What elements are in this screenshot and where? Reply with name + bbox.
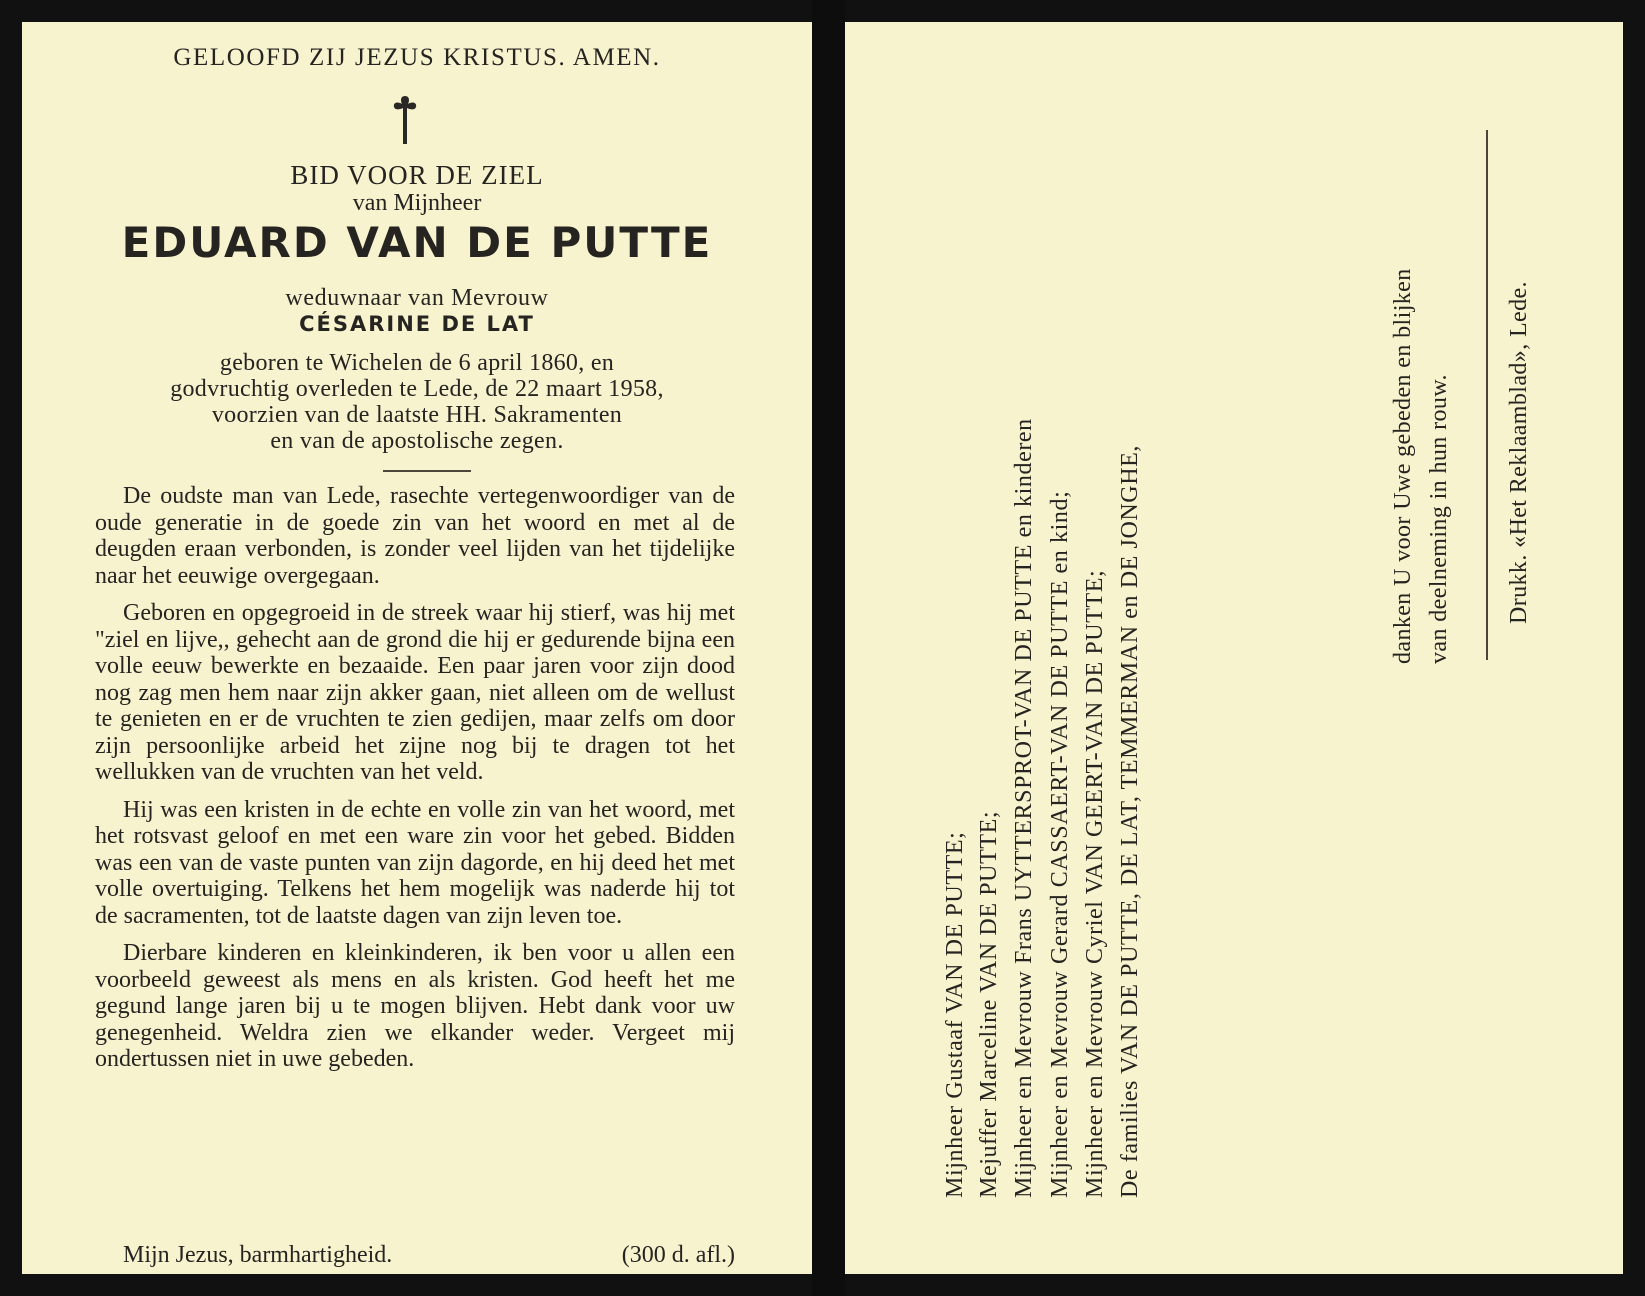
thanks-line-2: van deelneming in hun rouw. — [1426, 374, 1452, 664]
life-facts — [22, 350, 812, 454]
card-fold — [812, 0, 845, 1296]
header-prayer: GELOOFD ZIJ JEZUS KRISTUS. AMEN. — [173, 44, 661, 71]
vertical-rule — [1486, 130, 1488, 660]
bid-voor-de-ziel: BID VOOR DE ZIEL — [290, 160, 544, 190]
family-line-2: Mejuffer Marceline VAN DE PUTTE; — [976, 810, 1002, 1198]
sacraments-line: voorzien van de laatste HH. Sakramenten — [211, 402, 623, 428]
family-line-5: Mijnheer en Mevrouw Cyriel VAN GEERT-VAN DE PUTTE; — [1082, 569, 1108, 1198]
blessing-line: en van de apostolische zegen. — [270, 428, 564, 454]
van-mijnheer: van Mijnheer — [352, 190, 482, 216]
indulgence-note: (300 d. afl.) — [621, 1242, 735, 1268]
paragraph-1: De oudste man van Lede, rasechte vertegenwoordiger van de oude generatie in de goede zin van het woord en met al de deugden eraan verbonden, is zonder veel lijden van het tijdelijke naar het eeuwige overgegaan. — [95, 483, 735, 589]
printer-credit: Drukk. «Het Reklaamblad», Lede. — [1506, 281, 1532, 624]
paragraph-2: Geboren en opgegroeid in de streek waar hij stierf, was hij met "ziel en lijve,, gehecht aan de grond die hij er gedurende bijna een volle eeuw bewerkte en bezaaide. Een paar jaren voor zijn dood nog zag men hem naar zijn akker gaan, niet alleen om de wellust te genieten en er de vruchten te zien gedijen, maar zelfs om door zijn persoonlijke arbeid het zijne nog bij te dragen tot het wellukken van de vruchten van het veld. — [95, 600, 735, 785]
divider — [383, 470, 471, 472]
family-line-6: De families VAN DE PUTTE, DE LAT, TEMMERMAN en DE JONGHE, — [1117, 444, 1143, 1198]
family-line-4: Mijnheer en Mevrouw Gerard CASSAERT-VAN DE PUTTE en kind; — [1047, 490, 1073, 1198]
thanks-line-1: danken U voor Uwe gebeden en blijken — [1390, 268, 1416, 664]
deceased-name: EDUARD VAN DE PUTTE — [121, 218, 713, 267]
spouse-name: CÉSARINE DE LAT — [299, 312, 535, 336]
paragraph-3: Hij was een kristen in de echte en volle zin van het woord, met het rotsvast geloof en met een ware zin voor het gebed. Bidden was een van de vaste punten van zijn dagorde, en hij deed het met volle overtuiging. Telkens het hem mogelijk was naderde hij tot de sacramenten, tot de laatste dagen van zijn leven toe. — [95, 796, 735, 929]
family-line-1: Mijnheer Gustaaf VAN DE PUTTE; — [942, 831, 968, 1198]
cross-icon — [385, 92, 425, 146]
widower-of: weduwnaar van Mevrouw — [285, 285, 549, 311]
closing-prayer-text: Mijn Jezus, barmhartigheid. — [123, 1242, 393, 1268]
memorial-text — [95, 483, 735, 1084]
family-line-3: Mijnheer en Mevrouw Frans UYTTERSPROT-VAN DE PUTTE en kinderen — [1011, 418, 1037, 1198]
birth-line: geboren te Wichelen de 6 april 1860, en — [219, 350, 615, 376]
death-line: godvruchtig overleden te Lede, de 22 maart 1958, — [170, 376, 664, 402]
paragraph-4: Dierbare kinderen en kleinkinderen, ik ben voor u allen een voorbeeld geweest als mens en als kristen. God heeft het me gegund lange jaren bij u te mogen blijven. Hebt dank voor uw genegenheid. Weldra zien we elkander weder. Vergeet mij ondertussen niet in uwe gebeden. — [95, 940, 735, 1072]
